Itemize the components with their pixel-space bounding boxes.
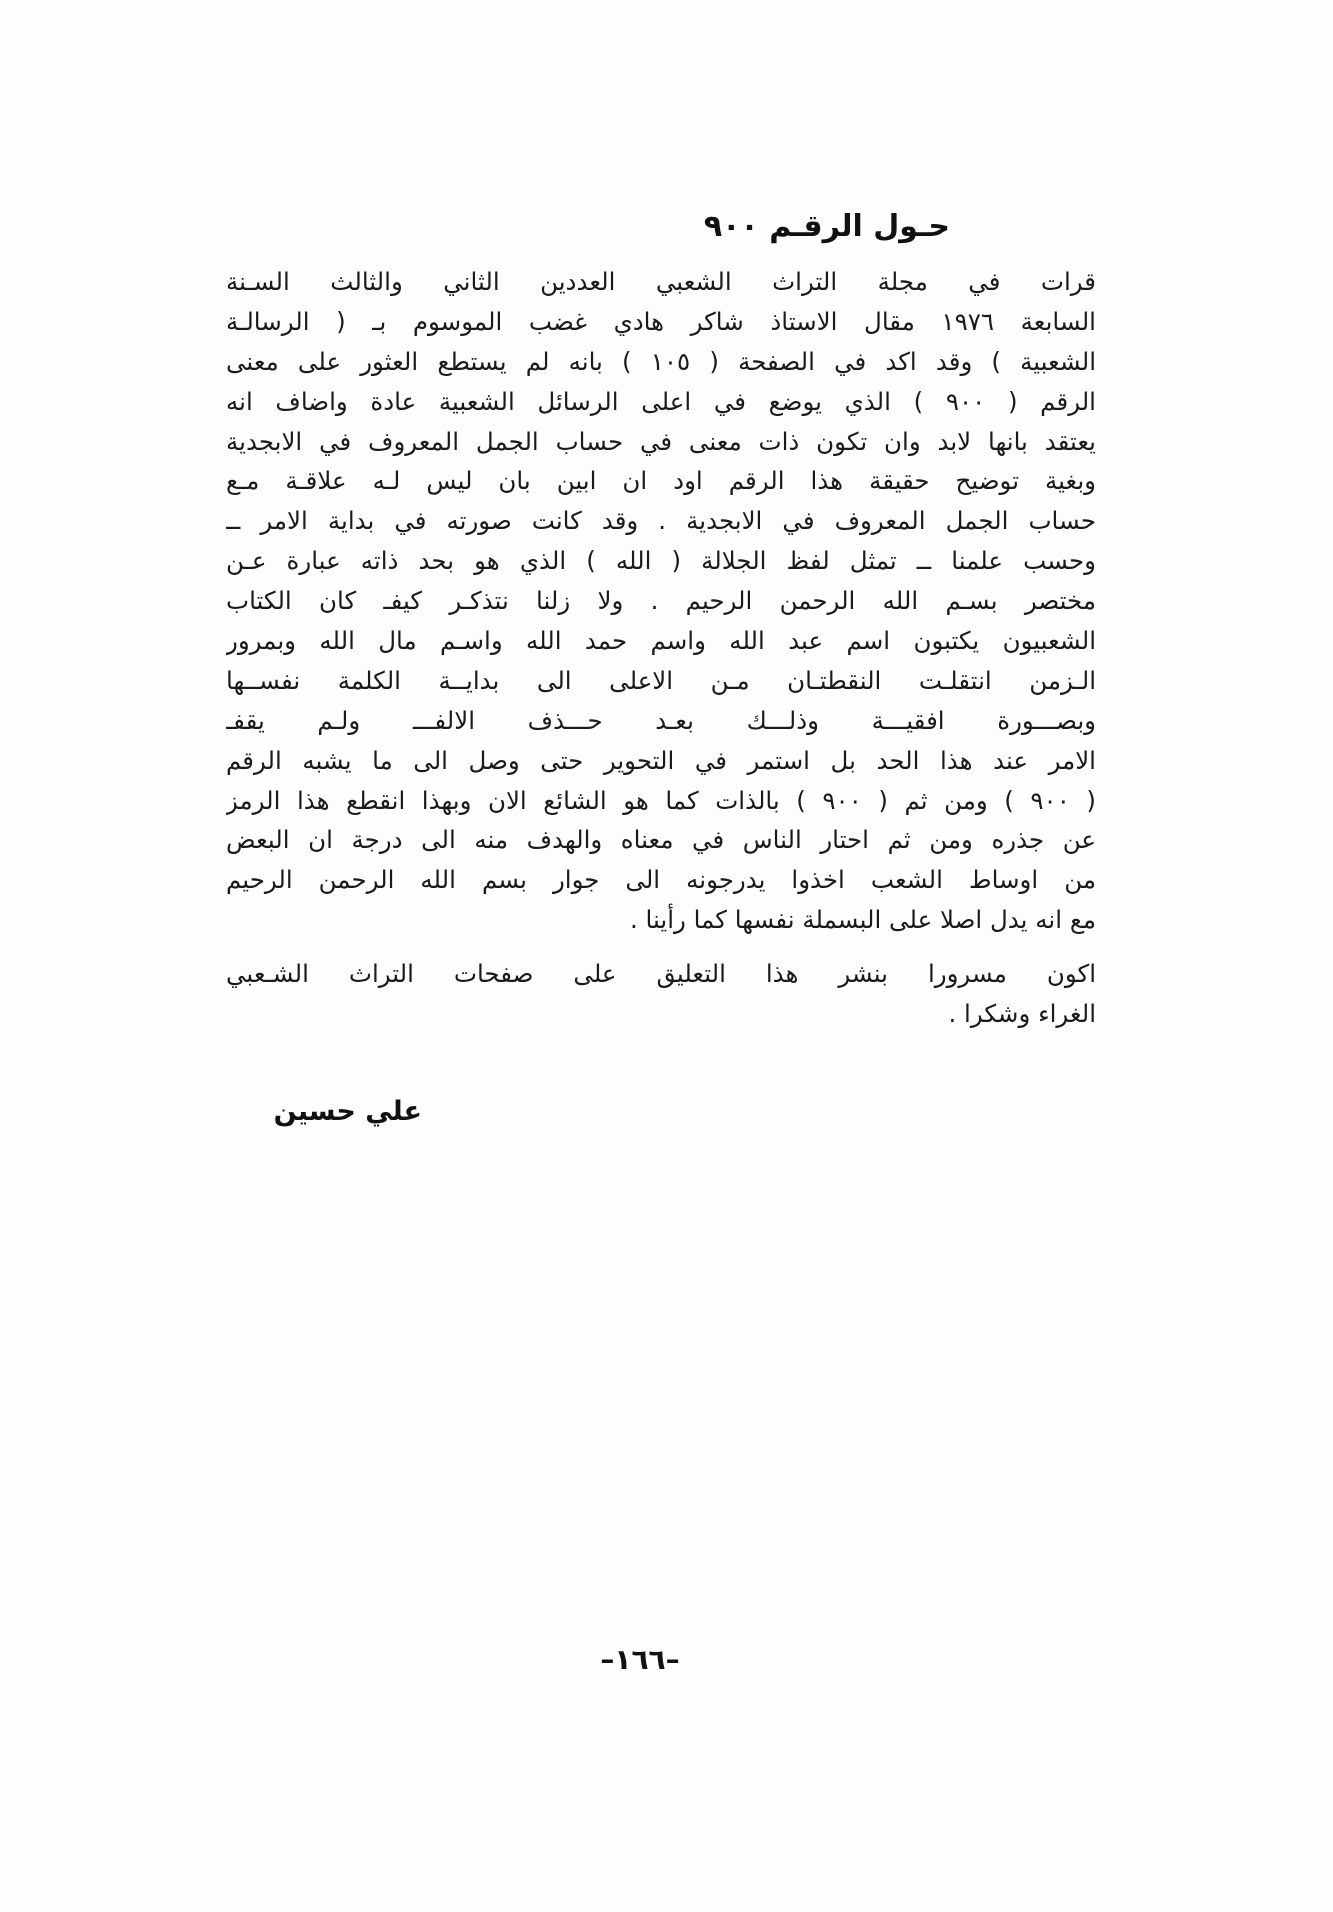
text-line: من اوساط الشعب اخذوا يدرجونه الى جوار بسم الله الرحمن الرحيم [226,865,1096,895]
text-line: عن جذره ومن ثم احتار الناس في معناه والهدف منه الى درجة ان البعض [226,825,1096,855]
text-line: وبغية توضيح حقيقة هذا الرقم اود ان ابين بان ليس لـه علاقـة مـع [226,466,1096,496]
text-line: حساب الجمل المعروف في الابجدية . وقد كانت صورته في بداية الامر ــ [226,506,1096,536]
paragraph-1 [226,262,1096,940]
text-line: قرات في مجلة التراث الشعبي العددين الثاني والثالث السـنة [226,267,1096,296]
text-line: السابعة ١٩٧٦ مقال الاستاذ شاكر هادي غضب الموسوم بـ ( الرسالـة [226,306,1096,336]
text-line: اكون مسرورا بنشر هذا التعليق على صفحات التراث الشـعبي [226,959,1096,989]
text-line: الشعبية ) وقد اكد في الصفحة ( ١٠٥ ) بانه لم يستطع العثور على معنى [226,346,1096,376]
text-line: الشعبيون يكتبون اسم عبد الله واسم حمد الله واسـم مال الله وبمرور [226,626,1096,656]
text-line: وبصـــورة افقيـــة وذلـــك بعـد حـــذف الالفـــ ولـم يقفـ [226,705,1096,735]
author-signature: علي حسين [273,1096,422,1127]
text-line: الـزمن انتقلـت النقطتـان مـن الاعلى الى بدايــة الكلمة نفســها [226,665,1096,695]
text-line: الغراء وشكرا . [948,999,1096,1029]
page-number: –١٦٦– [600,1643,680,1676]
text-line: مع انه يدل اصلا على البسملة نفسها كما رأينا . [629,905,1096,935]
text-line: وحسب علمنا ــ تمثل لفظ الجلالة ( الله ) الذي هو بحد ذاته عبارة عـن [226,546,1096,576]
text-line: الرقم ( ٩٠٠ ) الذي يوضع في اعلى الرسائل الشعبية عادة واضاف انه [226,386,1096,416]
text-line: ( ٩٠٠ ) ومن ثم ( ٩٠٠ ) بالذات كما هو الشائع الان وبهذا انقطع هذا الرمز [226,785,1096,815]
text-line: مختصر بسـم الله الرحمن الرحيم . ولا زلنا نتذكـر كيفـ كان الكتاب [226,586,1096,616]
text-line: يعتقد بانها لابد وان تكون ذات معنى في حساب الجمل المعروف في الابجدية [226,426,1096,456]
paragraph-2 [226,954,1096,1034]
text-line: الامر عند هذا الحد بل استمر في التحوير حتى وصل الى ما يشبه الرقم [226,745,1096,775]
article-body [226,262,1096,1034]
article-title: حـول الرقـم ٩٠٠ [703,209,950,244]
